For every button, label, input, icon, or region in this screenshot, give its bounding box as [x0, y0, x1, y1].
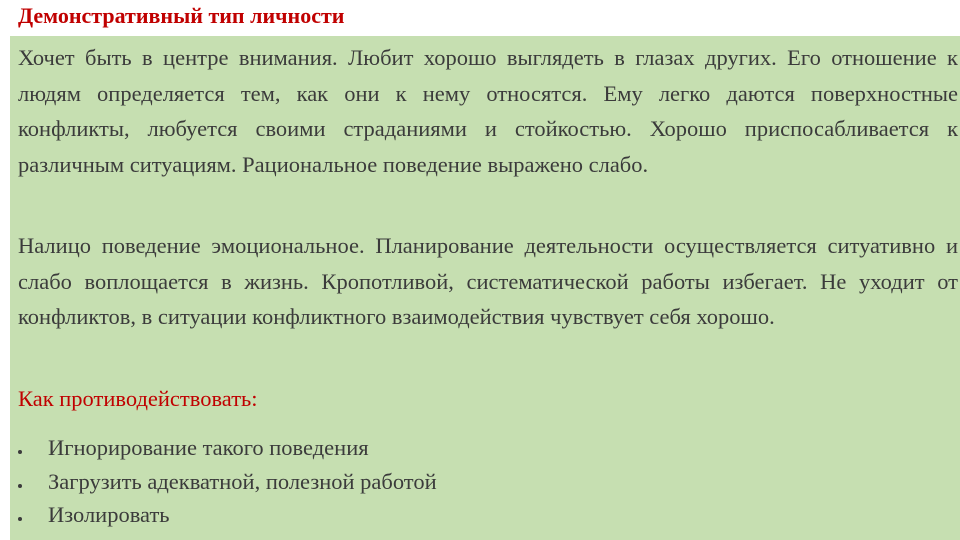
counter-list — [18, 431, 437, 532]
description-paragraph-1: Хочет быть в центре внимания. Любит хорошо выглядеть в глазах других. Его отношение к людям определяется тем, как они к нему относятся. Ему легко даются поверхностные конфликты, любуется своими страданиями и стойкостью. Хорошо приспосабливается к различным ситуациям. Рациональное поведение выражено слабо. — [18, 45, 958, 177]
counter-heading: Как противодействовать: — [18, 386, 258, 411]
bullet-icon — [18, 450, 22, 454]
list-item-text: Загрузить адекватной, полезной работой — [48, 468, 437, 494]
list-item — [18, 498, 437, 532]
content-panel — [10, 36, 960, 540]
bullet-icon — [18, 484, 22, 488]
list-item-text: Изолировать — [48, 502, 170, 527]
list-item — [18, 465, 437, 499]
list-item — [18, 431, 437, 465]
title-bar — [0, 0, 960, 36]
slide-title: Демонстративный тип личности — [18, 3, 345, 28]
list-item-text: Игнорирование такого поведения — [48, 435, 369, 460]
description-paragraph-2: Налицо поведение эмоциональное. Планирование деятельности осуществляется ситуативно и слабо воплощается в жизнь. Кропотливой, систематической работы избегает. Не уходит от конфликтов, в ситуации конфликтного взаимодействия чувствует себя хорошо. — [18, 233, 958, 329]
bullet-icon — [18, 517, 22, 521]
